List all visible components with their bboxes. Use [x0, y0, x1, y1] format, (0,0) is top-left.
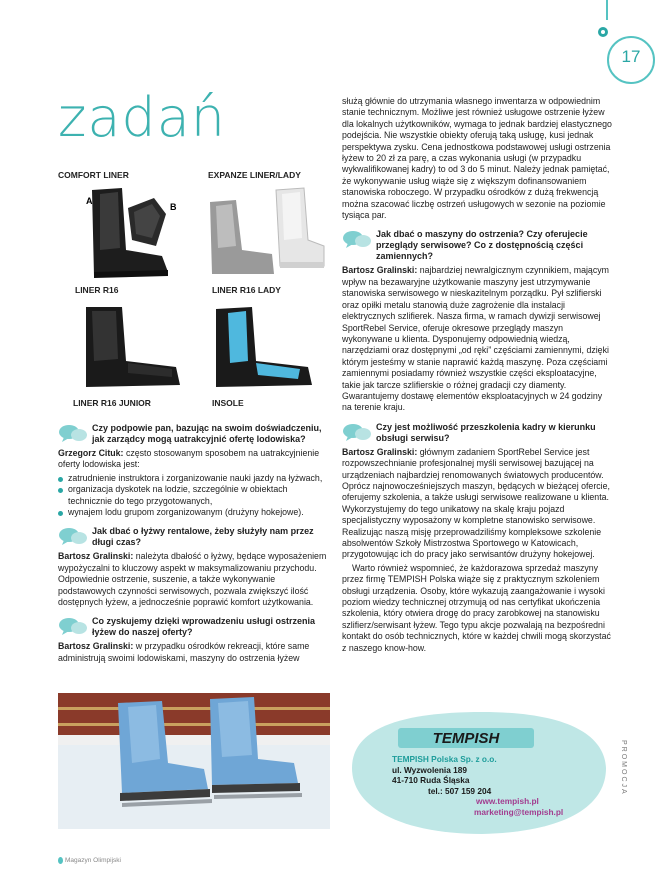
speech-bubble-icon: [58, 423, 88, 443]
speech-bubble-icon: [58, 616, 88, 636]
email-link[interactable]: marketing@tempish.pl: [474, 806, 564, 817]
section-tag: PROMOCJA: [620, 740, 627, 796]
answer-4: Bartosz Gralinski: najbardziej newralgicznym czynnikiem, mającym wpływ na bezawaryjne użytkowanie maszyny jest utrzymywanie stanowiska serwisowego w nieskazitelnym porządku. Pył szlifierski oraz opiłki metalu stanowią duże zagrożenie dla instalacji elektrycznych szlifierek. Nasza firma, w ramach dywizji serwisowej SportRebel Service, oferuje okresowe przeglądy maszyn wykonywane u klienta. Dysponujemy odpowiednią wiedzą, narzędziami oraz dostępnymi „od ręki” częściami zamiennymi, dzięki którym jesteśmy w stanie naprawić każdą maszynę. Poza częściami zamiennymi posiadamy również wszystkie części eksploatacyjne, takie jak tarcze szlifierskie o różnej gradacji czy diamenty. Gwarantujemy dostawę elementów eksploatacyjnych w 24 godziny na terenie kraju.: [342, 265, 609, 413]
tempish-logo: TEMPISH: [432, 730, 500, 747]
photo-insole: [200, 303, 330, 395]
caption-insole: INSOLE: [212, 398, 244, 408]
bullet-list: [58, 473, 330, 519]
answer-3: Bartosz Gralinski: w przypadku ośrodków rekreacji, które same administrują swoimi lodowiskami, maszyny do ostrzenia łyżew: [58, 641, 310, 663]
page-number-badge: [607, 36, 655, 84]
list-item: wynajem lodu grupom zorganizowanym (drużyny hokejowe).: [58, 507, 330, 518]
city-address: 41-710 Ruda Śląska: [392, 775, 470, 786]
contact-details: [392, 754, 563, 818]
paragraph-closing: Warto również wspomnieć, że każdorazowa sprzedaż maszyny przez firmę TEMPISH Polska wiąże się z praktycznym szkoleniem obsługi urządzenia. Osoby, które wykazują zaangażowanie i wysoki poziom wiedzy technicznej otrzymują od nas certyfikat ukończenia szkolenia, który otwiera drogę do pracy zarobkowej na stanowisku szlifierz/serwisant łyżew. Tego typu akcje pozwalają na bezpośredni kontakt do osób technicznych, które w każdej chwili mogą skorzystać z naszego know-how.: [342, 562, 611, 653]
question-5: Czy jest możliwość przeszkolenia kadry w kierunku obsługi serwisu?: [342, 422, 614, 444]
caption-liner-r16-lady: LINER R16 LADY: [212, 285, 281, 295]
question-2: Jak dbać o łyżwy rentalowe, żeby służyły nam przez długi czas?: [58, 526, 330, 548]
list-item: zatrudnienie instruktora i zorganizowanie nauki jazdy na łyżwach,: [58, 473, 330, 484]
contact-block: [342, 708, 614, 838]
answer-1: Grzegorz Cituk: często stosowanym sposobem na uatrakcyjnienie oferty lodowiska jest:: [58, 448, 320, 470]
caption-liner-r16-junior: LINER R16 JUNIOR: [73, 398, 151, 408]
website-link[interactable]: www.tempish.pl: [476, 796, 539, 807]
right-column: [342, 96, 614, 656]
question-4: Jak dbać o maszyny do ostrzenia? Czy oferujecie przeglądy serwisowe? Co z dostępnością części zamiennych?: [342, 229, 614, 262]
caption-expanze-liner: EXPANZE LINER/LADY: [208, 170, 301, 180]
label-a: A: [86, 196, 93, 206]
page-headline: zadań: [58, 86, 227, 149]
page-number: 17: [621, 47, 641, 66]
header-rule: [606, 0, 608, 20]
company-name: TEMPISH Polska Sp. z o.o.: [392, 754, 497, 764]
question-3: Co zyskujemy dzięki wprowadzeniu usługi ostrzenia łyżew do naszej oferty?: [58, 616, 330, 638]
answer-5: Bartosz Gralinski: głównym zadaniem SportRebel Service jest rozpowszechnianie profesjonalnej myśli serwisowej bazującej na urządzeniach najbardziej renomowanych światowych producentów. Oprócz najnowocześniejszych maszyn, będących w bieżącej ofercie, oferujemy szkolenia, a także usługi serwisowe realizowane u klienta. Wykorzystujemy do tego unikatowy na skalę kraju pojazd specjalistyczny wyposażony w kompletne stanowisko serwisowe. Realizując naszą misję przeprowadziliśmy kompleksowe szkolenie absolwentów Szkoły Mistrzostwa Sportowego w Katowicach, przygotowując ich do pracy jako serwisantów drużyny hokejowej.: [342, 446, 610, 560]
question-1: Czy podpowie pan, bazując na swoim doświadczeniu, jak zarządcy mogą uatrakcyjnić ofertę lodowiska?: [58, 423, 330, 445]
caption-liner-r16: LINER R16: [75, 285, 119, 295]
left-column: [58, 415, 330, 666]
label-b: B: [170, 202, 177, 212]
caption-comfort-liner: COMFORT LINER: [58, 170, 129, 180]
photo-comfort-liner: [70, 180, 190, 290]
speech-bubble-icon: [342, 229, 372, 249]
phone-number: tel.: 507 159 204: [428, 785, 492, 796]
speech-bubble-icon: [342, 422, 372, 442]
page-footer: Magazyn Olimpijski: [58, 857, 121, 864]
list-item: organizacja dyskotek na lodzie, szczególnie w obiektach technicznie do tego przygotowanych,: [58, 484, 330, 507]
paragraph-continued: służą głównie do utrzymania własnego inwentarza w odpowiednim stanie technicznym. Możliwe jest również usługowe ostrzenie łyżew dla lokalnych użytkowników, wymaga to jednak bardziej elastycznego podejścia. Nie wszystkie obiekty oferują taką usługę, kusi jednak perspektywa zysku. Cena jednostkowa podstawowej usługi ostrzenia łyżew to 20 zł za parę, a czas wykonania usługi (w przypadku wykwalifikowanej kadry) to od 3 do 5 minut. Należy jednak pamiętać, że wykonywanie usług wiąże się z większym dofinansowaniem stanowiska roboczego. W przypadku ośrodków z dużą frekwencją można szacować liczbę ostrzeń usługowych w sezonie na poziomie tysiąca par.: [342, 96, 612, 221]
answer-2: Bartosz Gralinski: należyta dbałość o łyżwy, będące wyposażeniem wypożyczalni to kluczowy aspekt w maksymalizowaniu przychodu. Odpowiednie ostrzenie, suszenie, a także wykonywanie podstawowych czynności serwisowych, pozwala zwiększyć ilość dostępnych łyżew, a jednocześnie poprawić komfort użytkowania.: [58, 551, 327, 608]
photo-expanze-liner: [200, 180, 330, 290]
footer-mark-icon: [58, 857, 63, 864]
street-address: ul. Wyzwolenia 189: [392, 764, 468, 775]
photo-ice-rink-skates: [58, 693, 330, 829]
speech-bubble-icon: [58, 526, 88, 546]
photo-liner-r16-junior: [72, 303, 192, 395]
